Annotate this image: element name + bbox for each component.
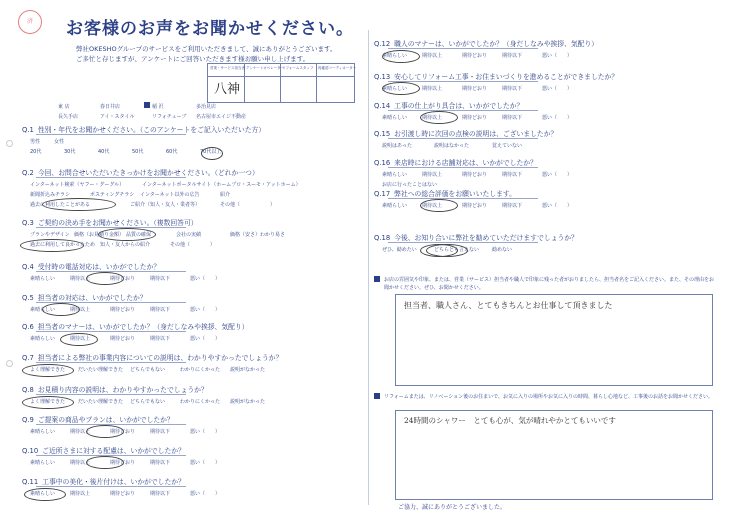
answer-option[interactable]: 悪い（ ） <box>190 276 221 282</box>
answer-circle <box>420 111 458 124</box>
question-number: Q.12 <box>374 40 391 48</box>
question-underline <box>36 394 186 395</box>
question-text: 弊社への総合評価をお願いいたします。 <box>394 190 516 198</box>
question-underline <box>36 134 186 135</box>
answer-option[interactable]: 会社の実績 <box>176 232 202 238</box>
question-q11 <box>22 476 185 486</box>
answer-option[interactable]: 素晴らしい <box>382 86 408 92</box>
answer-option[interactable]: 期待以下 <box>150 336 171 342</box>
answer-option[interactable]: 知人・友人からの紹介 <box>100 242 151 248</box>
answer-circle <box>20 239 84 252</box>
question-number: Q.13 <box>374 73 391 81</box>
question-underline <box>36 177 186 178</box>
answer-option[interactable]: 説明がなかった <box>230 399 266 405</box>
comment1-marker <box>374 276 380 282</box>
answer-option[interactable]: 説明がなかった <box>230 367 266 373</box>
answer-option[interactable]: 悪い（ ） <box>190 429 221 435</box>
question-text: 今回、お問合せいただいたきっかけをお聞かせください。（どれか一つ） <box>37 169 259 177</box>
received-stamp: 済 <box>18 10 42 34</box>
answer-circle <box>86 456 124 469</box>
answer-option[interactable]: 期待どおり <box>110 307 136 313</box>
answer-option[interactable]: 悪い（ ） <box>542 53 573 59</box>
answer-option[interactable]: 勧めない <box>492 247 513 253</box>
answer-circle <box>24 488 66 501</box>
answer-option[interactable]: どちらでもない <box>130 367 165 373</box>
question-underline <box>388 110 538 111</box>
question-q3 <box>22 217 198 227</box>
question-underline <box>36 362 186 363</box>
question-underline <box>36 227 186 228</box>
question-text: 来店時における店舗対応は、いかがでしたか？ <box>394 159 537 167</box>
answer-option[interactable]: 期待どおり <box>110 460 136 466</box>
answer-option[interactable]: 期待以上 <box>70 307 91 313</box>
answer-option[interactable]: 素晴らしい <box>30 276 56 282</box>
question-number: Q.18 <box>374 234 391 242</box>
answer-option[interactable]: 期待以下 <box>502 203 523 209</box>
answer-option[interactable]: 悪い（ ） <box>190 307 221 313</box>
question-text: 性別・年代をお聞かせください。（このアンケートをご記入いただいた方） <box>37 126 266 134</box>
answer-option[interactable]: お店に行ったことはない <box>382 182 438 188</box>
question-text: 工事中の美化・後片付けは、いかがでしたか？ <box>42 478 185 486</box>
question-text: 担当者による弊社の事業内容についての説明は、わかりやすかったでしょうか？ <box>37 354 283 362</box>
question-number: Q.5 <box>22 294 34 302</box>
answer-circle <box>426 244 468 257</box>
answer-option[interactable]: 過去に利用して良かったため <box>30 242 96 248</box>
answer-option[interactable]: 期待以上 <box>422 203 443 209</box>
question-q13 <box>374 71 618 81</box>
answer-option[interactable]: 期待以下 <box>150 460 171 466</box>
question-number: Q.16 <box>374 159 391 167</box>
answer-option[interactable]: わかりにくかった <box>180 367 221 373</box>
question-text: 安心してリフォーム工事・お住まいづくりを進めることができましたか？ <box>394 73 619 81</box>
answer-option[interactable]: 期待どおり <box>110 336 136 342</box>
answer-option[interactable]: 紹介 <box>220 192 231 198</box>
question-q14 <box>374 100 523 110</box>
answer-option[interactable]: 説明はあった <box>382 143 412 149</box>
answer-circle <box>382 82 420 95</box>
answer-option[interactable]: 期待以上 <box>422 115 443 121</box>
answer-option[interactable]: どちらとも言えない <box>434 247 480 253</box>
answer-option[interactable]: 期待どおり <box>462 172 488 178</box>
answer-circle <box>420 199 458 212</box>
staff-col-4: 再確認コーディネーター <box>318 66 357 70</box>
answer-option[interactable]: 期待以上 <box>422 86 443 92</box>
answer-option[interactable]: 30代 <box>64 149 76 155</box>
punch-hole <box>6 360 13 367</box>
answer-option[interactable]: インターネット以外の広告 <box>140 192 200 198</box>
answer-circle <box>42 198 116 211</box>
answer-option[interactable]: 期待どおり <box>462 86 488 92</box>
answer-option[interactable]: 悪い（ ） <box>542 203 573 209</box>
answer-option[interactable]: 価格（安さ） <box>230 232 261 238</box>
store-4: アイ・スタイル <box>100 114 135 120</box>
answer-circle <box>22 396 74 409</box>
answer-option[interactable]: 悪い（ ） <box>542 86 573 92</box>
question-number: Q.9 <box>22 416 34 424</box>
answer-circle <box>98 228 156 241</box>
question-underline <box>388 167 538 168</box>
answer-option[interactable]: 素晴らしい <box>30 307 56 313</box>
answer-option[interactable]: 男性 <box>30 139 41 145</box>
question-underline <box>388 138 538 139</box>
store-8: 名古屋市エイジ不動産 <box>196 114 247 120</box>
question-underline <box>36 486 186 487</box>
answer-option[interactable]: プランやデザイン <box>30 232 70 238</box>
answer-option[interactable]: 期待どおり <box>110 276 136 282</box>
store-7: 多治見店 <box>196 104 217 110</box>
answer-option[interactable]: 素晴らしい <box>30 460 56 466</box>
answer-option[interactable]: 素晴らしい <box>382 203 408 209</box>
store-1: 東 店 <box>58 104 70 110</box>
question-number: Q.17 <box>374 190 391 198</box>
answer-option[interactable]: 悪い（ ） <box>190 491 221 497</box>
question-text: ご契約の決め手をお聞かせください。（複数回答可） <box>37 219 198 227</box>
staff-col-1: 営業・サービス担当者 <box>210 66 245 70</box>
question-underline <box>388 242 538 243</box>
question-q12 <box>374 38 598 48</box>
answer-option[interactable]: 覚えていない <box>492 143 523 149</box>
answer-option[interactable]: わかりにくかった <box>180 399 221 405</box>
answer-option[interactable]: だいたい理解できた <box>78 399 124 405</box>
answer-option[interactable]: 説明はなかった <box>434 143 470 149</box>
question-text: 受付時の電話対応は、いかがでしたか？ <box>37 263 161 271</box>
comment1-prompt: お店の雰囲気や印象、または、営業（サービス）担当者や職人で印象に残った者がおりましたら、担当者名をご記入ください。また、その理由をお聞かせください。ぜひ、お聞かせください。 <box>384 277 715 291</box>
question-number: Q.4 <box>22 263 34 271</box>
question-text: 工事の仕上がり具合は、いかがでしたか？ <box>394 102 524 110</box>
answer-option[interactable]: その他（ ） <box>220 202 276 208</box>
answer-option[interactable]: 過去に利用したことがある <box>30 202 91 208</box>
question-text: お見積り内容の説明は、わかりやすかったでしょうか？ <box>37 386 208 394</box>
intro-line-2: ご多忙と存じますが、アンケートにご回答いただきます様お願い申し上げます。 <box>76 55 310 63</box>
answer-option[interactable]: 悪い（ ） <box>190 460 221 466</box>
intro-line-1: 弊社OKESHOグループのサービスをご利用いただきまして、誠にありがとうございます。 <box>76 45 337 53</box>
answer-option[interactable]: 素晴らしい <box>382 115 408 121</box>
answer-option[interactable]: だいたい理解できた <box>78 367 124 373</box>
question-q10 <box>22 445 185 455</box>
answer-option[interactable]: 期待以下 <box>502 172 523 178</box>
answer-option[interactable]: 期待どおり <box>110 429 136 435</box>
answer-option[interactable]: 素晴らしい <box>30 429 56 435</box>
question-underline <box>36 331 186 332</box>
answer-option[interactable]: 期待どおり <box>462 203 488 209</box>
footer-thanks: ご協力、誠にありがとうございました。 <box>398 504 507 511</box>
answer-option[interactable]: 悪い（ ） <box>190 336 221 342</box>
question-text: 今後、お知り合いに弊社を勧めていただけますでしょうか？ <box>394 234 578 242</box>
answer-circle <box>22 364 74 377</box>
comment2-answer: 24時間のシャワー とても心が、気が晴れやかとてもいいです <box>404 416 616 425</box>
answer-circle <box>60 333 98 346</box>
answer-option[interactable]: ぜひ、勧めたい <box>382 247 417 253</box>
question-q8 <box>22 384 208 394</box>
question-text: ご近所さまに対する配慮は、いかがでしたか？ <box>42 447 185 455</box>
answer-option[interactable]: 期待以下 <box>502 115 523 121</box>
answer-option[interactable]: 期待以下 <box>150 276 171 282</box>
answer-circle <box>86 425 124 438</box>
answer-option[interactable]: ポスティングチラシ <box>90 192 135 198</box>
answer-option[interactable]: 悪い（ ） <box>542 115 573 121</box>
question-number: Q.8 <box>22 386 34 394</box>
store-6: リフォチューブ <box>152 114 187 120</box>
answer-option[interactable]: 期待以下 <box>502 86 523 92</box>
question-underline <box>388 48 538 49</box>
answer-option[interactable]: 期待以下 <box>150 491 171 497</box>
question-text: お引渡し時に次回の点検の説明は、ございましたか？ <box>394 130 558 138</box>
store-checkbox <box>144 102 150 108</box>
question-number: Q.6 <box>22 323 34 331</box>
answer-circle <box>42 303 80 316</box>
question-q17 <box>374 188 516 198</box>
question-number: Q.11 <box>22 478 39 486</box>
question-number: Q.7 <box>22 354 34 362</box>
answer-option[interactable]: 価格（お見積り金額） <box>74 232 125 238</box>
question-text: 職人のマナーは、いかがでしたか？（身だしなみや挨拶、気配り） <box>394 40 599 48</box>
answer-option[interactable]: 期待以上 <box>70 460 91 466</box>
answer-option[interactable]: 女性 <box>54 139 65 145</box>
answer-option[interactable]: 素晴らしい <box>382 172 408 178</box>
question-underline <box>388 81 538 82</box>
answer-option[interactable]: 期待以下 <box>150 307 171 313</box>
question-q2 <box>22 167 259 177</box>
store-3: 春日井店 <box>100 104 121 110</box>
question-number: Q.1 <box>22 126 34 134</box>
answer-option[interactable]: 期待どおり <box>110 491 136 497</box>
answer-option[interactable]: 期待どおり <box>462 53 488 59</box>
staff-col-2: アンケートオペレーター <box>246 66 285 70</box>
answer-option[interactable]: よく理解できた <box>30 399 66 405</box>
answer-option[interactable]: 期待以上 <box>70 429 91 435</box>
question-q9 <box>22 414 174 424</box>
comment1-answer: 担当者、職人さん、とてもきちんとお仕事して頂きました <box>404 301 613 310</box>
answer-circle <box>86 272 124 285</box>
answer-option[interactable]: 20代 <box>30 149 42 155</box>
column-divider <box>368 30 369 505</box>
answer-option[interactable]: どちらでもない <box>130 399 165 405</box>
question-number: Q.3 <box>22 219 34 227</box>
answer-option[interactable]: 素晴らしい <box>30 336 56 342</box>
question-q15 <box>374 128 557 138</box>
question-q7 <box>22 352 282 362</box>
question-q4 <box>22 261 160 271</box>
answer-option[interactable]: よく理解できた <box>30 367 66 373</box>
answer-option[interactable]: わかり易さ <box>260 232 286 238</box>
answer-option[interactable]: ご紹介（知人・友人・業者等） <box>130 202 201 208</box>
answer-option[interactable]: 品質の確保 <box>126 232 152 238</box>
answer-option[interactable]: 期待どおり <box>462 115 488 121</box>
answer-option[interactable]: その他（ ） <box>170 242 216 248</box>
answer-option[interactable]: 期待以上 <box>70 276 91 282</box>
store-2: 長久手店 <box>58 114 79 120</box>
question-number: Q.10 <box>22 447 39 455</box>
answer-option[interactable]: 期待以上 <box>422 53 443 59</box>
question-q16 <box>374 157 537 167</box>
staff-col-3: リフォームスタッフ <box>282 66 314 70</box>
handwritten-staff-name: 八神 <box>214 82 241 97</box>
answer-option[interactable]: 期待以上 <box>70 491 91 497</box>
comment2-marker <box>374 393 380 399</box>
question-q1 <box>22 124 265 134</box>
answer-option[interactable]: 素晴らしい <box>30 491 56 497</box>
answer-option[interactable]: 期待以上 <box>422 172 443 178</box>
question-text: 担当者の対応は、いかがでしたか？ <box>37 294 147 302</box>
answer-option[interactable]: 期待以下 <box>150 429 171 435</box>
question-underline <box>388 198 538 199</box>
question-q18 <box>374 232 578 242</box>
answer-circle <box>382 50 420 63</box>
question-text: 担当者のマナーは、いかがでしたか？（身だしなみや挨拶、気配り） <box>37 323 249 331</box>
question-q5 <box>22 292 147 302</box>
comment2-prompt: リフォームまたは、リノベーション後のお住まいで、お気に入りの場所やお気に入りの時間、暮らし心地など、工事後のお話をお聞かせください。 <box>384 394 714 400</box>
answer-circle <box>201 147 223 160</box>
store-5: 稲 沢 <box>152 104 164 110</box>
question-q6 <box>22 321 249 331</box>
answer-option[interactable]: 70代以上 <box>200 149 222 155</box>
question-number: Q.2 <box>22 169 34 177</box>
answer-option[interactable]: 素晴らしい <box>382 53 408 59</box>
survey-title: お客様のお声をお聞かせください。 <box>66 19 354 39</box>
question-number: Q.14 <box>374 102 391 110</box>
answer-option[interactable]: 60代 <box>166 149 178 155</box>
answer-option[interactable]: 期待以上 <box>70 336 91 342</box>
question-text: ご提案の商品やプランは、いかがでしたか？ <box>37 416 174 424</box>
answer-option[interactable]: インターネットポータルサイト（ホームプロ・スーモ・アットホーム） <box>142 182 301 188</box>
answer-option[interactable]: 40代 <box>98 149 110 155</box>
answer-option[interactable]: インターネット検索（ヤフー・グーグル） <box>30 182 125 188</box>
answer-option[interactable]: 悪い（ ） <box>542 172 573 178</box>
question-number: Q.15 <box>374 130 391 138</box>
answer-option[interactable]: 期待以下 <box>502 53 523 59</box>
answer-option[interactable]: 50代 <box>132 149 144 155</box>
punch-hole <box>6 140 13 147</box>
answer-option[interactable]: 新聞折込みチラシ <box>30 192 71 198</box>
